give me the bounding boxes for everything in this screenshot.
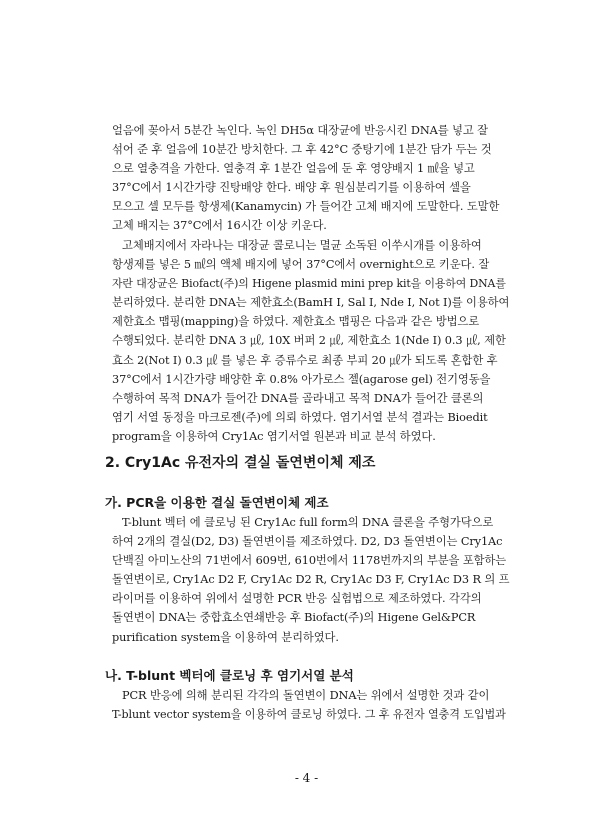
text-line: 섞어 준 후 얼음에 10분간 방치한다. 그 후 42°C 중탕기에 1분간 담가 두는 것 (112, 143, 492, 157)
paragraph-colony-selection (112, 236, 512, 446)
text-line: 고체배지에서 자라나는 대장균 콜로니는 멸균 소독된 이쑤시개를 이용하여 (122, 239, 482, 252)
text-line: 효소 2(Not I) 0.3 ㎕ 를 넣은 후 증류수로 최종 부피 20 ㎕가 되도록 혼합한 후 (112, 353, 498, 367)
paragraph-1 (112, 121, 512, 236)
paragraph-2 (112, 236, 512, 446)
text-line: 수행하여 목적 DNA가 들어간 DNA를 골라내고 목적 DNA가 들어간 클론의 (112, 391, 484, 405)
text-line: 라이머를 이용하여 위에서 설명한 PCR 반응 실험법으로 제조하였다. 각각의 (112, 592, 482, 606)
text-line: 분리하였다. 분리한 DNA는 제한효소(BamH I, Sal I, Nde I, Not I)를 이용하여 (112, 296, 510, 310)
text-line: 으로 열충격을 가한다. 열충격 후 1분간 얼음에 둔 후 영양배지 1 ㎖을 넣고 (112, 162, 475, 176)
text-line: 얼음에 꽂아서 5분간 녹인다. 녹인 DH5α 대장균에 반응시킨 DNA를 넣고 잘 (112, 124, 488, 137)
text-line: 염기 서열 동정을 마크로젠(주)에 의뢰 하였다. 염기서열 분석 결과는 Bioedit (112, 410, 488, 424)
text-line: 자란 대장균은 Biofact(주)의 Higene plasmid mini prep kit을 이용하여 DNA를 (112, 277, 506, 291)
text-line: 하여 2개의 결실(D2, D3) 돌연변이를 제조하였다. D2, D3 돌연변이는 Cry1Ac (112, 535, 503, 549)
paragraph-pcr-deletion (112, 513, 512, 647)
text-line: 돌연변이 DNA는 중합효소연쇄반응 후 Biofact(주)의 Higene Gel&PCR (112, 611, 476, 625)
text-line: program을 이용하여 Cry1Ac 염기서열 원본과 비교 분석 하였다. (112, 429, 436, 443)
paragraph-4 (112, 686, 512, 724)
text-line: 모으고 셀 모두를 항생제(Kanamycin) 가 들어간 고체 배지에 도말한다. 도말한 (112, 200, 500, 214)
page-number: - 4 - (294, 771, 319, 785)
text-line: 항생제를 넣은 5 ㎖의 액체 배지에 넣어 37°C에서 overnight으로 키운다. 잘 (112, 258, 490, 272)
paragraph-transformation (112, 121, 512, 236)
text-line: T-blunt 벡터 에 클로닝 된 Cry1Ac full form의 DNA 클론을 주형가닥으로 (122, 516, 494, 529)
subsection-heading-b: 나. T-blunt 벡터에 클로닝 후 염기서열 분석 (105, 668, 354, 683)
paragraph-3 (112, 513, 512, 647)
text-line: 단백질 아미노산의 71번에서 609번, 610번에서 1178번까지의 부분을 포함하는 (112, 554, 507, 568)
section-heading: 2. Cry1Ac 유전자의 결실 돌연변이체 제조 (105, 455, 376, 471)
text-line: 고체 배지는 37°C에서 16시간 이상 키운다. (112, 219, 327, 233)
text-line: 37°C에서 1시간가량 배양한 후 0.8% 아가로스 젤(agarose gel) 전기영동을 (112, 372, 491, 386)
text-line: 37°C에서 1시간가량 진탕배양 한다. 배양 후 원심분리기를 이용하여 셀을 (112, 181, 471, 195)
text-line: T-blunt vector system을 이용하여 클로닝 하였다. 그 후 유전자 열충격 도입법과 (112, 708, 506, 722)
text-line: purification system을 이용하여 분리하였다. (112, 630, 339, 644)
text-line: 제한효소 맵핑(mapping)을 하였다. 제한효소 맵핑은 다음과 같은 방법으로 (112, 315, 480, 329)
paragraph-cloning (112, 686, 512, 724)
text-line: 돌연변이로, Cry1Ac D2 F, Cry1Ac D2 R, Cry1Ac D3 F, Cry1Ac D3 R 의 프 (112, 573, 510, 587)
text-line: PCR 반응에 의해 분리된 각각의 돌연변이 DNA는 위에서 설명한 것과 같이 (122, 689, 490, 702)
subsection-heading-a: 가. PCR을 이용한 결실 돌연변이체 제조 (105, 495, 329, 510)
text-line: 수행되었다. 분리한 DNA 3 ㎕, 10X 버퍼 2 ㎕, 제한효소 1(Nde I) 0.3 ㎕, 제한 (112, 334, 506, 348)
